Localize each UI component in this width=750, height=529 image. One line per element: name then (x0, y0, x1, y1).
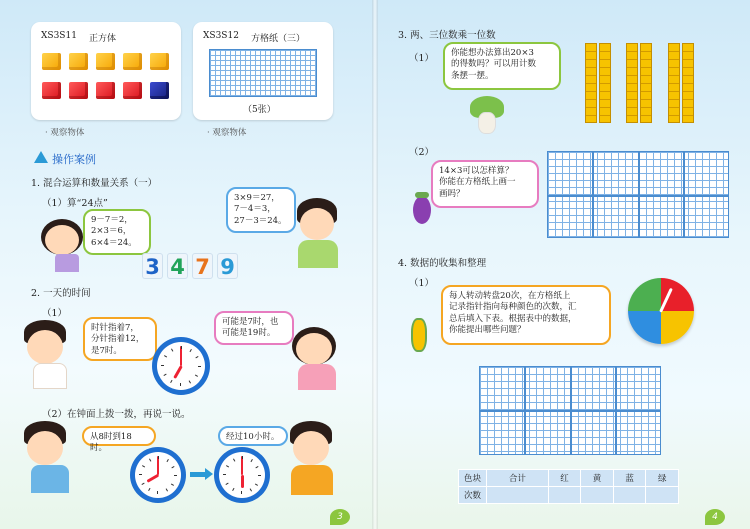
bubble-line: 分针指着12， (91, 334, 145, 345)
boy-body (33, 363, 67, 389)
girl-speech-bubble (83, 209, 151, 255)
table-cell[interactable] (487, 487, 549, 504)
boy-face (300, 208, 334, 240)
bubble-line: 6×4＝24。 (91, 237, 137, 248)
card2-caption: · 观察物体 (207, 128, 247, 138)
bubble-line: 可能是19时。 (222, 328, 276, 339)
clock-icon[interactable] (130, 447, 186, 503)
digit-card-9: 9 (217, 253, 238, 279)
red-cube (123, 82, 142, 99)
table-header-cell: 蓝 (613, 470, 646, 487)
yellow-cube (96, 53, 115, 70)
spinner-pointer[interactable] (659, 288, 673, 313)
clock-icon[interactable] (152, 337, 210, 395)
bubble-line: 你能想办法算出20×3 (451, 48, 534, 58)
section-title: 操作案例 (52, 153, 96, 166)
bubble-line: 时针指着7， (91, 323, 139, 333)
eggplant-stem (415, 192, 429, 198)
card-name: 正方体 (89, 34, 117, 44)
table-header-cell: 合计 (487, 470, 549, 487)
red-cube (96, 82, 115, 99)
digit-card-4: 4 (167, 253, 188, 279)
boy-face (27, 431, 63, 465)
table-row (459, 470, 679, 487)
clock-tick (180, 383, 181, 386)
arrow-head-icon (205, 468, 213, 480)
boy-speech-bubble (226, 187, 296, 233)
table-cell[interactable] (548, 487, 581, 504)
card-code: XS3S12 (203, 31, 239, 41)
boy-speech-bubble (218, 426, 288, 446)
table-header-cell: 色块 (459, 470, 487, 487)
ten-bar (626, 43, 638, 123)
boy-body (298, 240, 338, 268)
grid-paper-1[interactable] (547, 151, 729, 238)
boy-speech-bubble (83, 317, 157, 361)
girl-face (296, 333, 332, 365)
grid-divider (480, 410, 660, 412)
girl-speech-bubble (214, 311, 294, 345)
item3-sub1: （1） (409, 53, 435, 64)
boy-face (293, 431, 329, 465)
clock-tick (198, 366, 201, 367)
yellow-cube (150, 53, 169, 70)
ten-bar (682, 43, 694, 123)
bubble-line: 14×3可以怎样算？ (439, 166, 514, 176)
girl-body (55, 254, 79, 272)
hour-hand[interactable] (241, 475, 244, 488)
card1-caption: · 观察物体 (45, 128, 85, 138)
clock-tick (181, 346, 182, 349)
bubble-line: 你能提出哪些问题？ (449, 325, 526, 336)
triangle-icon (34, 151, 48, 163)
item2-heading: 2. 一天的时间 (31, 288, 91, 299)
item4-sub: （1） (409, 278, 435, 289)
clock-tick (223, 474, 226, 475)
grid-paper-card (193, 22, 333, 120)
grid-divider (548, 195, 728, 197)
red-cube (42, 82, 61, 99)
book-gutter (372, 0, 378, 529)
bubble-line: 是7时。 (91, 345, 122, 356)
eggplant-speech-bubble (431, 160, 539, 208)
bubble-line: 记录指针指向每种颜色的次数，汇 (449, 302, 577, 313)
table-header-cell: 红 (548, 470, 581, 487)
bubble-line: 2×3＝6， (91, 226, 132, 237)
bubble-line: 可能是7时，也 (222, 317, 279, 327)
clock-tick (242, 456, 243, 459)
clock-tick (174, 475, 177, 476)
clock-tick (241, 491, 242, 494)
corn-speech-bubble (441, 285, 611, 345)
card-code: XS3S11 (41, 31, 77, 41)
clock-tick (139, 474, 142, 475)
bubble-line: 经过10小时。 (226, 432, 280, 442)
item4-heading: 4. 数据的收集和整理 (398, 258, 487, 269)
item1-heading: 1. 混合运算和数量关系（一） (31, 178, 158, 189)
girl-face (45, 225, 79, 255)
arrow-right-icon (190, 472, 206, 477)
bubble-line: 每人转动转盘20次，在方格纸上 (449, 291, 571, 301)
color-spinner[interactable] (628, 278, 694, 344)
clock-icon[interactable] (214, 447, 270, 503)
item1-sub: （1）算“24点” (42, 198, 108, 209)
bubble-line: 总后填入下表。根据表中的数据， (449, 313, 577, 324)
bubble-line: 从8时到18时。 (90, 432, 132, 454)
cabbage-speech-bubble (443, 42, 561, 90)
item3-heading: 3. 两、三位数乘一位数 (398, 30, 496, 41)
item2-sub2: （2）在钟面上拨一拨，再说一说。 (42, 409, 191, 420)
item2-sub: （1） (42, 308, 68, 319)
cabbage-body (478, 112, 496, 134)
boy-speech-bubble (82, 426, 156, 454)
ten-bar (668, 43, 680, 123)
table-cell[interactable] (613, 487, 646, 504)
ten-bar (599, 43, 611, 123)
bubble-line: 3×9＝27， (234, 193, 280, 203)
clock-tick (157, 491, 158, 494)
eggplant-character (413, 196, 431, 224)
page-number: 3 (330, 509, 350, 525)
bubble-line: 9－7＝2， (91, 215, 133, 225)
right-page (375, 0, 750, 529)
corn-character (411, 318, 427, 352)
table-header-cell: 绿 (646, 470, 679, 487)
page-number: 4 (705, 509, 725, 525)
bubble-line: 条摆一摆。 (451, 70, 494, 81)
card-name: 方格纸（三） (251, 34, 306, 44)
girl-body (298, 364, 336, 390)
boy-face (27, 330, 63, 364)
bubble-line: 你能在方格纸上画一 (439, 177, 516, 188)
yellow-cube (69, 53, 88, 70)
minute-hand[interactable] (180, 346, 182, 366)
item3-sub2: （2） (409, 147, 435, 158)
table-header-cell: 黄 (581, 470, 614, 487)
boy-body (31, 465, 69, 493)
cube-set-card (31, 22, 181, 120)
red-cube (69, 82, 88, 99)
clock-tick (258, 475, 261, 476)
yellow-cube (42, 53, 61, 70)
ten-bar (640, 43, 652, 123)
bubble-line: 画吗？ (439, 188, 465, 199)
grid-paper-2[interactable] (479, 366, 661, 455)
bubble-line: 27－3＝24。 (234, 215, 287, 226)
blue-cube (150, 82, 169, 99)
ten-bar (585, 43, 597, 123)
table-cell: 次数 (459, 487, 487, 504)
yellow-cube (123, 53, 142, 70)
clock-tick (161, 365, 164, 366)
table-row (459, 487, 679, 504)
table-cell[interactable] (646, 487, 679, 504)
digit-card-7: 7 (192, 253, 213, 279)
bubble-line: 的得数吗？可以用计数 (451, 59, 537, 70)
bubble-line: 7－4＝3， (234, 204, 276, 215)
digit-card-3: 3 (142, 253, 163, 279)
clock-tick (158, 456, 159, 459)
tally-table (458, 469, 679, 504)
sheet-count: （5张） (243, 105, 276, 115)
table-cell[interactable] (581, 487, 614, 504)
mini-grid-paper (209, 49, 317, 97)
boy-body (291, 465, 333, 495)
